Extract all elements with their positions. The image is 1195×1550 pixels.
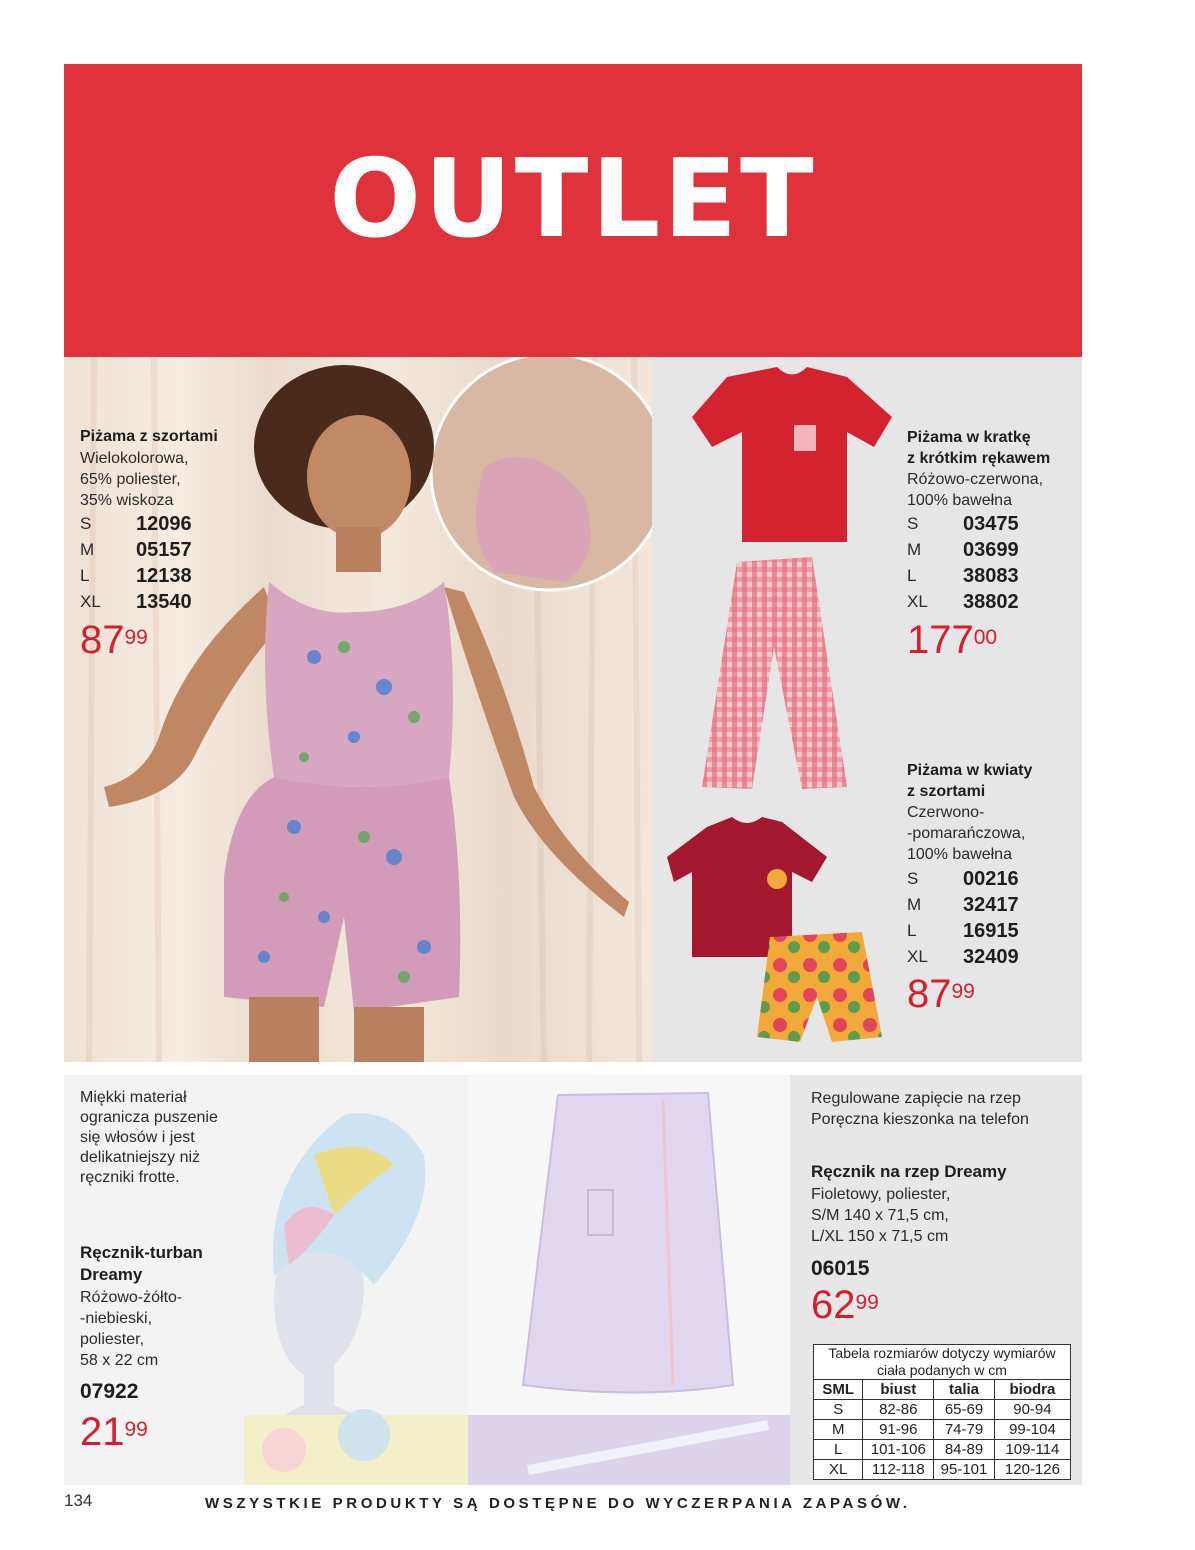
banner-title: OUTLET xyxy=(329,137,817,262)
size-table-row xyxy=(814,1400,1071,1420)
turban-note-4: delikatniejszy niż xyxy=(80,1149,201,1166)
wrap-towel-illustration xyxy=(468,1075,790,1485)
size-table xyxy=(813,1344,1071,1480)
size-table-header-row xyxy=(814,1380,1071,1400)
size-table-cell: 74-79 xyxy=(934,1420,995,1440)
wrap-feature-1: Regulowane zapięcie na rzep xyxy=(811,1090,1021,1107)
size-table-header: biust xyxy=(863,1380,934,1400)
product-2-desc-1: Różowo-czerwona, xyxy=(907,471,1044,488)
size-label: XL xyxy=(80,592,101,611)
product-code: 03475 xyxy=(963,513,1019,535)
turban-note-5: ręczniki frotte. xyxy=(80,1169,180,1186)
product-code: 13540 xyxy=(136,591,192,613)
price-cents: 99 xyxy=(855,1291,879,1314)
product-3-desc-3: 100% bawełna xyxy=(907,846,1012,863)
size-label: M xyxy=(907,540,922,559)
size-label: L xyxy=(907,566,917,585)
size-table-header: talia xyxy=(934,1380,995,1400)
size-table-cell: XL xyxy=(814,1460,863,1480)
wrap-price xyxy=(811,1285,879,1325)
wrap-desc-3: L/XL 150 x 71,5 cm xyxy=(811,1228,949,1245)
product-code: 16915 xyxy=(963,920,1019,942)
turban-note-3: się włosów i jest xyxy=(80,1129,195,1146)
size-label: S xyxy=(80,514,92,533)
size-table-row xyxy=(814,1420,1071,1440)
price-main: 87 xyxy=(907,972,952,1016)
turban-desc-3: poliester, xyxy=(80,1331,145,1348)
product-code: 12096 xyxy=(136,513,192,535)
product-2-name-2: z krótkim rękawem xyxy=(907,450,1051,467)
size-table-cell: 101-106 xyxy=(863,1440,934,1460)
turban-note-1: Miękki materiał xyxy=(80,1089,187,1106)
product-code: 03699 xyxy=(963,539,1019,561)
size-table-row xyxy=(814,1460,1071,1480)
turban-desc-1: Różowo-żółto- xyxy=(80,1289,183,1306)
size-table-cell: 84-89 xyxy=(934,1440,995,1460)
product-3-desc-1: Czerwono- xyxy=(907,804,985,821)
product-1-desc-1: Wielokolorowa, xyxy=(80,450,189,467)
size-table-cell: 112-118 xyxy=(863,1460,934,1480)
wrap-towel-panel xyxy=(468,1075,790,1485)
price-cents: 99 xyxy=(124,1418,148,1441)
product-code: 32417 xyxy=(963,894,1019,916)
product-code: 12138 xyxy=(136,565,192,587)
turban-name-2: Dreamy xyxy=(80,1265,143,1284)
size-table-cell: 91-96 xyxy=(863,1420,934,1440)
turban-price xyxy=(80,1412,148,1452)
size-table-cell: M xyxy=(814,1420,863,1440)
turban-code: 07922 xyxy=(80,1380,139,1403)
size-label: S xyxy=(907,869,919,888)
availability-note: WSZYSTKIE PRODUKTY SĄ DOSTĘPNE DO WYCZERPANIA ZAPASÓW. xyxy=(205,1495,911,1512)
product-1-desc-2: 65% poliester, xyxy=(80,471,181,488)
wrap-desc-2: S/M 140 x 71,5 cm, xyxy=(811,1207,949,1224)
product-3-desc-2: -pomarańczowa, xyxy=(907,825,1026,842)
size-table-cell: L xyxy=(814,1440,863,1460)
product-2-price xyxy=(907,620,997,660)
size-table-header: biodra xyxy=(994,1380,1070,1400)
size-table-caption-row xyxy=(814,1345,1071,1380)
size-label: L xyxy=(907,921,917,940)
price-main: 87 xyxy=(80,618,125,662)
size-label: XL xyxy=(907,947,928,966)
size-label: M xyxy=(907,895,922,914)
size-label: S xyxy=(907,514,919,533)
product-code: 00216 xyxy=(963,868,1019,890)
size-table-row xyxy=(814,1440,1071,1460)
size-label: XL xyxy=(907,592,928,611)
wrap-desc-1: Fioletowy, poliester, xyxy=(811,1186,951,1203)
size-table-header: SML xyxy=(814,1380,863,1400)
wrap-name: Ręcznik na rzep Dreamy xyxy=(811,1162,1007,1181)
size-label: L xyxy=(80,566,90,585)
turban-note-2: ogranicza puszenie xyxy=(80,1109,218,1126)
size-table-cell: 99-104 xyxy=(994,1420,1070,1440)
price-cents: 99 xyxy=(951,980,975,1003)
product-code: 38802 xyxy=(963,591,1019,613)
price-main: 62 xyxy=(811,1283,856,1327)
size-table-caption: Tabela rozmiarów dotyczy wymiarów ciała podanych w cm xyxy=(814,1345,1071,1380)
product-2-desc-2: 100% bawełna xyxy=(907,492,1012,509)
product-code: 38083 xyxy=(963,565,1019,587)
product-2-name-1: Piżama w kratkę xyxy=(907,429,1031,446)
size-table-cell: 82-86 xyxy=(863,1400,934,1420)
size-table-cell: 65-69 xyxy=(934,1400,995,1420)
product-code: 32409 xyxy=(963,946,1019,968)
size-table-cell: 120-126 xyxy=(994,1460,1070,1480)
size-table-cell: 109-114 xyxy=(994,1440,1070,1460)
price-cents: 99 xyxy=(124,626,148,649)
size-label: M xyxy=(80,540,95,559)
page-number: 134 xyxy=(64,1491,93,1510)
product-1-name: Piżama z szortami xyxy=(80,428,218,445)
turban-desc-2: -niebieski, xyxy=(80,1310,153,1327)
size-table-cell: 95-101 xyxy=(934,1460,995,1480)
wrap-feature-2: Poręczna kieszonka na telefon xyxy=(811,1111,1029,1128)
turban-desc-4: 58 x 22 cm xyxy=(80,1352,159,1369)
product-3-name-1: Piżama w kwiaty xyxy=(907,762,1033,779)
product-3-price xyxy=(907,974,975,1014)
size-table-cell: 90-94 xyxy=(994,1400,1070,1420)
wrap-code: 06015 xyxy=(811,1257,870,1280)
price-cents: 00 xyxy=(973,626,998,649)
product-1-desc-3: 35% wiskoza xyxy=(80,492,174,509)
size-table-cell: S xyxy=(814,1400,863,1420)
outlet-banner xyxy=(64,64,1082,357)
product-code: 05157 xyxy=(136,539,192,561)
price-main: 21 xyxy=(80,1410,125,1454)
product-3-name-2: z szortami xyxy=(907,783,986,800)
product-1-price xyxy=(80,620,148,660)
price-main: 177 xyxy=(907,618,974,662)
turban-name-1: Ręcznik-turban xyxy=(80,1243,203,1262)
